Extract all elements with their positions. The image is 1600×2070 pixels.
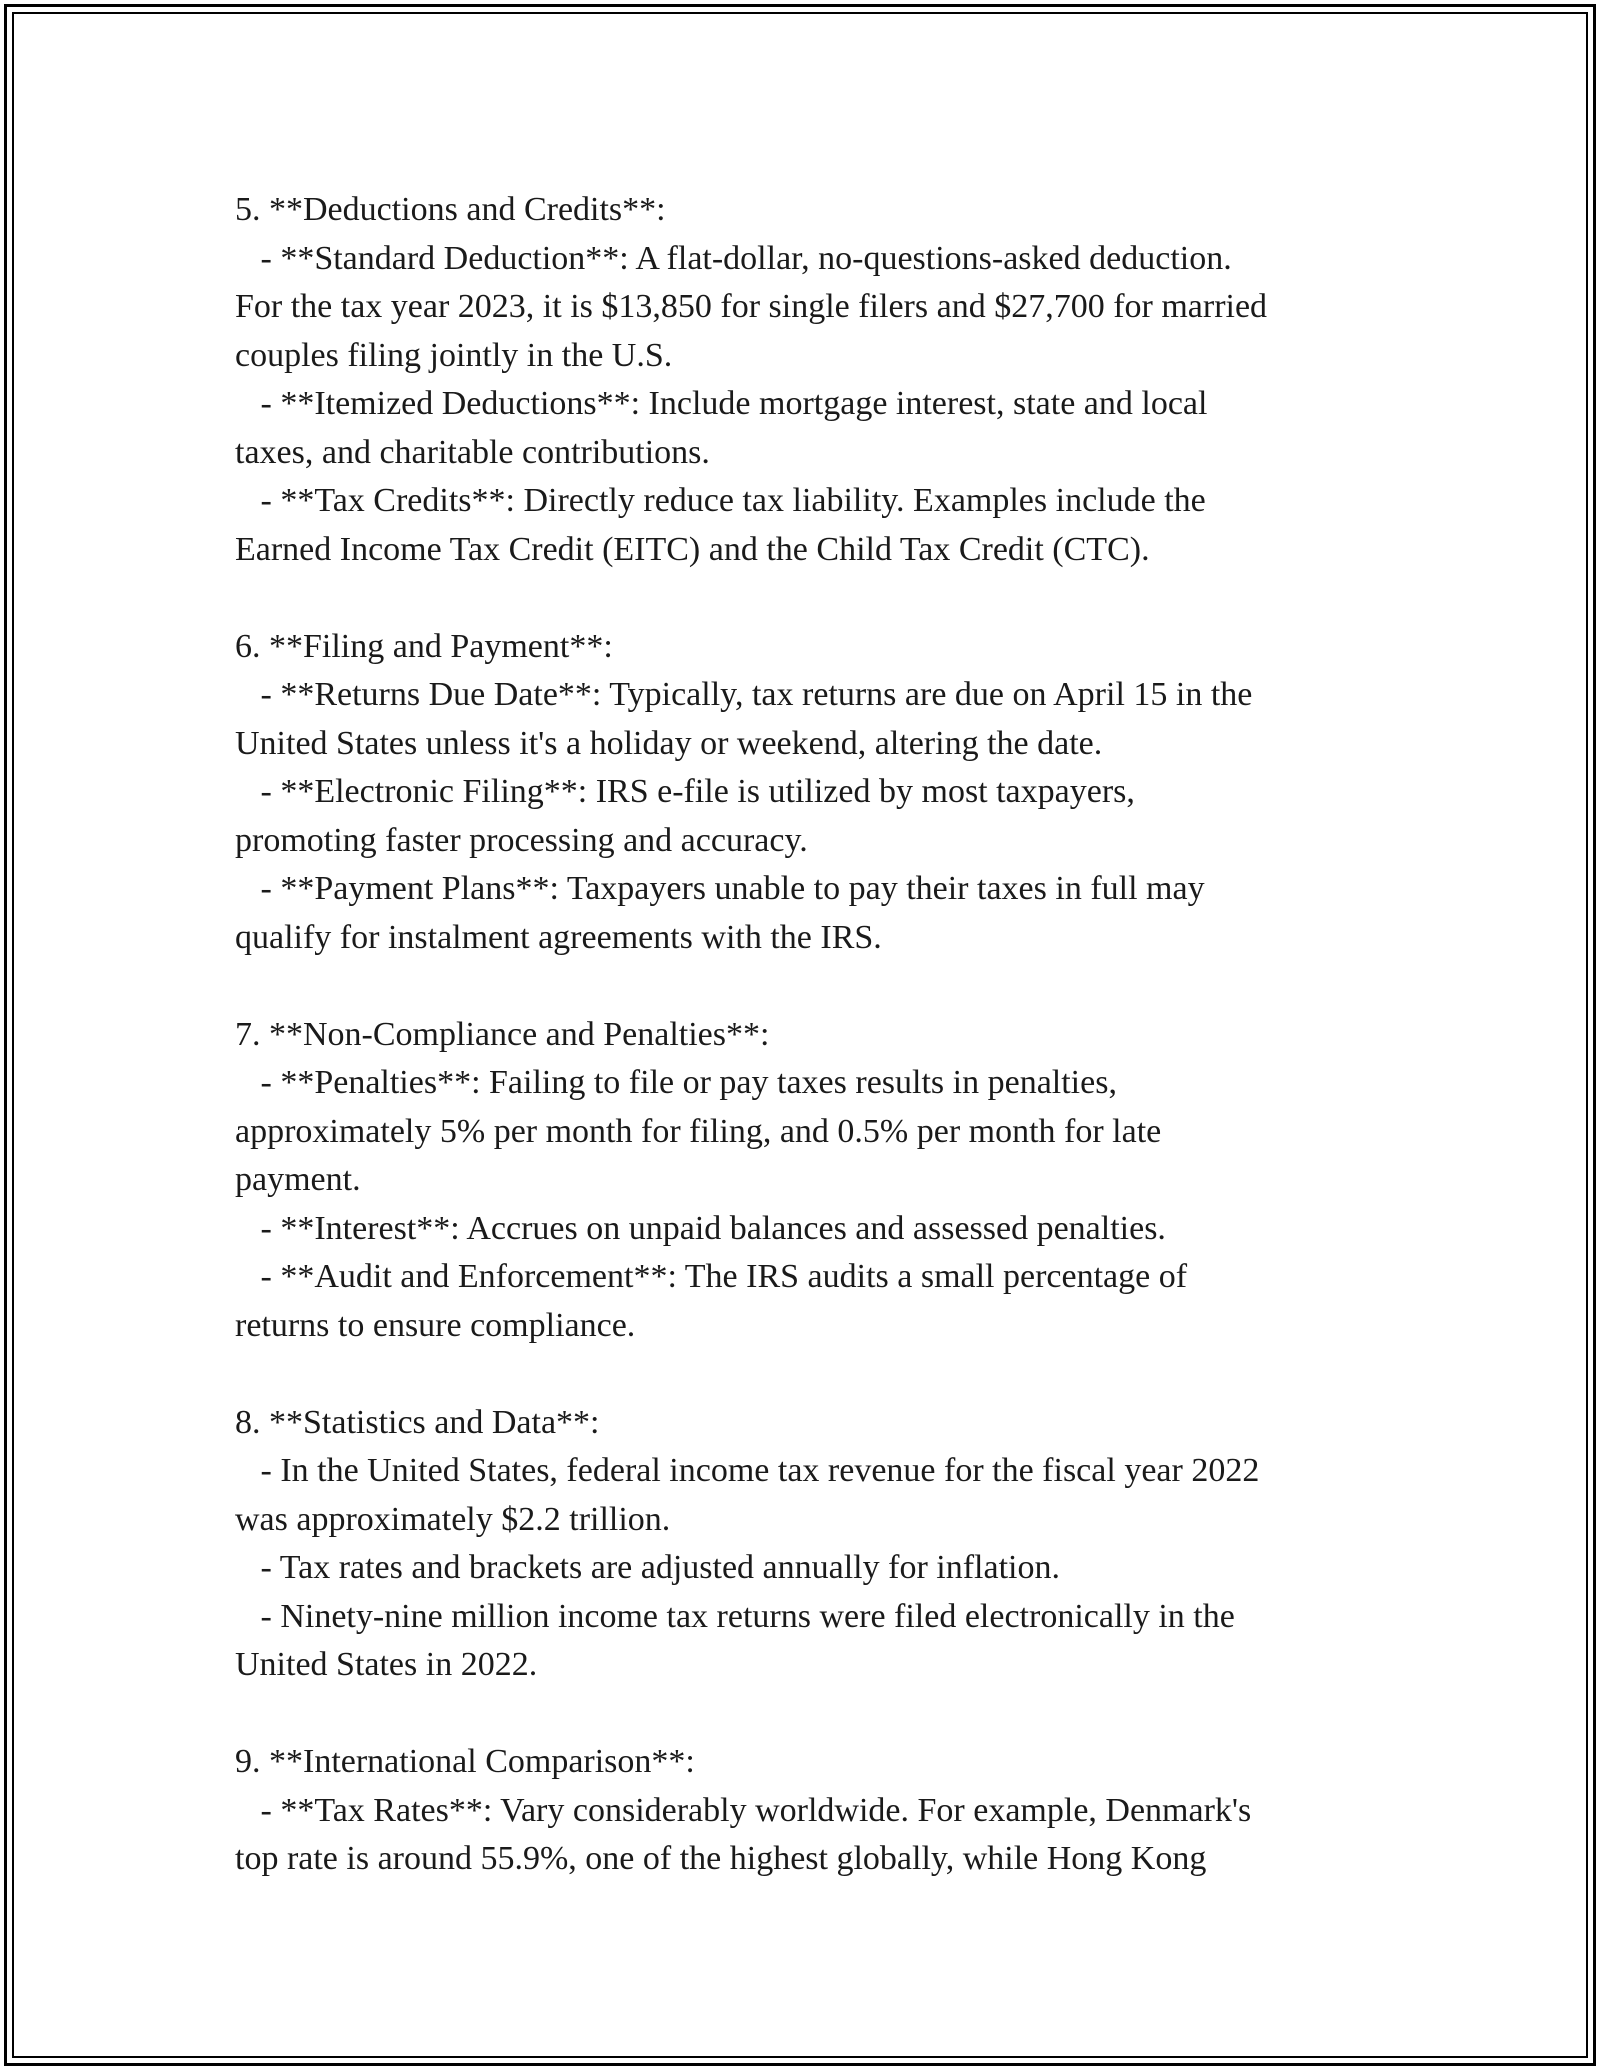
section-heading: 9. **International Comparison**: xyxy=(235,1743,695,1780)
section-deductions-and-credits xyxy=(235,186,1385,574)
text-line: taxes, and charitable contributions. xyxy=(235,433,710,471)
text-line: - **Penalties**: Failing to file or pay taxes results in penalties, xyxy=(235,1064,1117,1101)
text-line: - In the United States, federal income tax revenue for the fiscal year 2022 xyxy=(235,1452,1260,1489)
section-filing-and-payment xyxy=(235,623,1385,963)
section-heading: 5. **Deductions and Credits**: xyxy=(235,191,666,228)
section-heading: 6. **Filing and Payment**: xyxy=(235,627,613,665)
text-line: United States in 2022. xyxy=(235,1646,538,1683)
section-international-comparison xyxy=(235,1738,1385,1884)
text-line: - Tax rates and brackets are adjusted annually for inflation. xyxy=(235,1549,1060,1586)
text-line: - **Payment Plans**: Taxpayers unable to pay their taxes in full may xyxy=(235,870,1205,907)
document-body xyxy=(235,186,1385,1932)
text-line: - **Standard Deduction**: A flat-dollar, no-questions-asked deduction. xyxy=(235,239,1232,277)
text-line: couples filing jointly in the U.S. xyxy=(235,336,673,374)
text-line: - **Returns Due Date**: Typically, tax returns are due on April 15 in the xyxy=(235,676,1253,713)
text-line: returns to ensure compliance. xyxy=(235,1306,636,1344)
text-line: - **Tax Credits**: Directly reduce tax liability. Examples include the xyxy=(235,482,1206,519)
section-non-compliance-and-penalties xyxy=(235,1011,1385,1351)
section-statistics-and-data xyxy=(235,1399,1385,1690)
section-heading: 7. **Non-Compliance and Penalties**: xyxy=(235,1015,770,1053)
text-line: payment. xyxy=(235,1161,361,1198)
text-line: For the tax year 2023, it is $13,850 for single filers and $27,700 for married xyxy=(235,288,1268,325)
text-line: - **Electronic Filing**: IRS e-file is utilized by most taxpayers, xyxy=(235,773,1135,810)
section-heading: 8. **Statistics and Data**: xyxy=(235,1403,600,1441)
text-line: promoting faster processing and accuracy. xyxy=(235,821,808,859)
text-line: Earned Income Tax Credit (EITC) and the Child Tax Credit (CTC). xyxy=(235,530,1150,568)
text-line: - **Itemized Deductions**: Include mortgage interest, state and local xyxy=(235,385,1208,422)
text-line: approximately 5% per month for filing, and 0.5% per month for late xyxy=(235,1112,1162,1150)
text-line: - **Interest**: Accrues on unpaid balances and assessed penalties. xyxy=(235,1209,1166,1247)
text-line: qualify for instalment agreements with the IRS. xyxy=(235,918,882,956)
text-line: top rate is around 55.9%, one of the highest globally, while Hong Kong xyxy=(235,1840,1207,1877)
text-line: - **Audit and Enforcement**: The IRS audits a small percentage of xyxy=(235,1258,1188,1295)
text-line: - **Tax Rates**: Vary considerably worldwide. For example, Denmark's xyxy=(235,1791,1252,1829)
text-line: United States unless it's a holiday or weekend, altering the date. xyxy=(235,724,1103,762)
text-line: - Ninety-nine million income tax returns were filed electronically in the xyxy=(235,1597,1235,1635)
text-line: was approximately $2.2 trillion. xyxy=(235,1500,671,1538)
